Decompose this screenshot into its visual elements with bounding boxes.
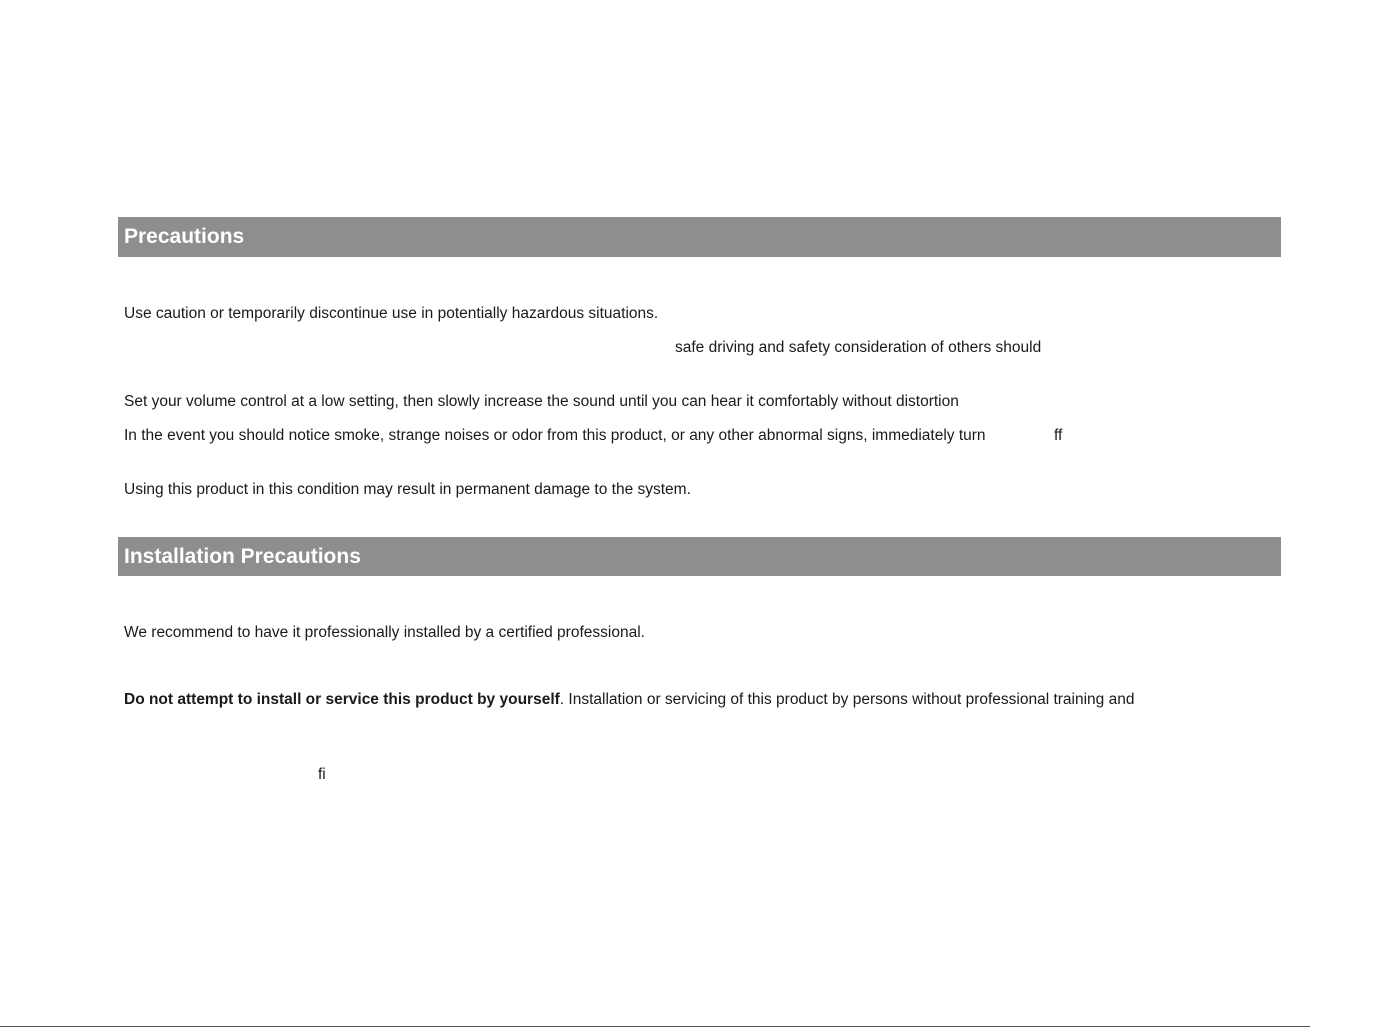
installation-fragment: fi <box>318 766 326 783</box>
precaution-line-2: safe driving and safety consideration of others should <box>675 339 1042 356</box>
precaution-line-4: In the event you should notice smoke, strange noises or odor from this product, or any other abnormal signs, immediately turn <box>124 427 986 444</box>
installation-recommend-line: We recommend to have it professionally installed by a certified professional. <box>124 624 645 641</box>
precaution-line-4-fragment: ff <box>1054 427 1063 444</box>
installation-header <box>118 537 1281 576</box>
precaution-line-1: Use caution or temporarily discontinue use in potentially hazardous situations. <box>124 305 659 322</box>
installation-warning-text: . Installation or servicing of this product by persons without professional training and <box>559 691 1135 708</box>
precaution-line-3: Set your volume control at a low setting, then slowly increase the sound until you can hear it comfortably without distortion <box>124 393 959 410</box>
installation-warning-bold: Do not attempt to install or service this product by yourself <box>124 691 560 708</box>
installation-warning-line <box>124 690 1134 710</box>
installation-title: Installation Precautions <box>124 545 361 568</box>
precautions-header <box>118 217 1281 257</box>
precaution-line-5: Using this product in this condition may result in permanent damage to the system. <box>124 481 691 498</box>
bottom-rule <box>0 1026 1310 1027</box>
precautions-title: Precautions <box>124 225 245 248</box>
